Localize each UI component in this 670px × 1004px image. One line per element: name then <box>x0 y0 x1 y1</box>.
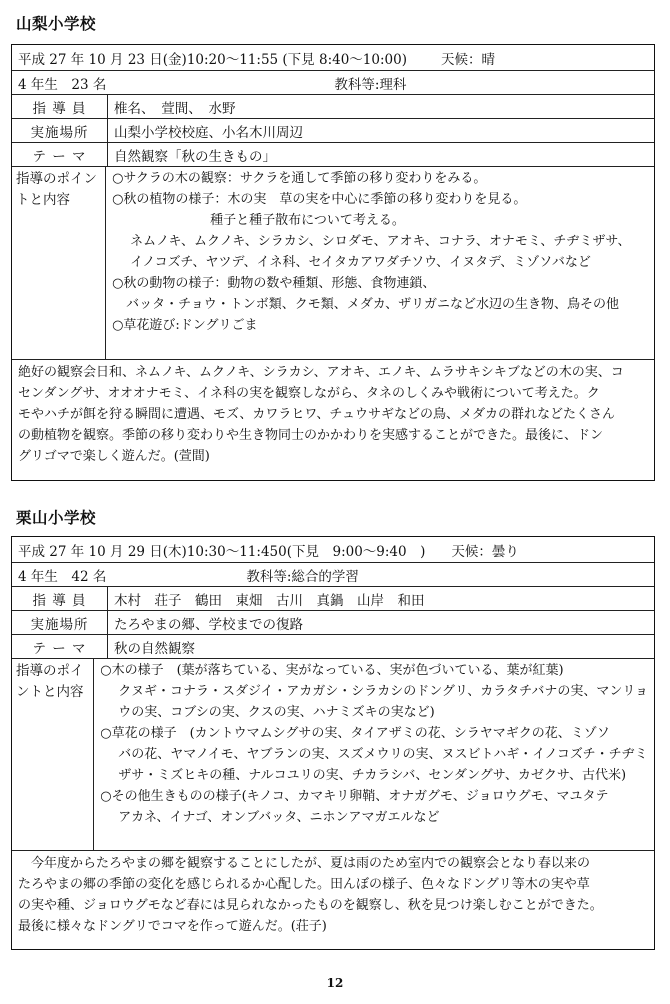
grade-row <box>12 71 654 95</box>
summary-line: グリゴマで楽しく遊んだ。(萱間) <box>18 449 210 464</box>
point-line: ウの実、コブシの実、クスの実、ハナミズキの実など) <box>118 705 435 720</box>
school-title: 栗山小学校 <box>16 509 97 527</box>
point-line: アカネ、イナゴ、オンブバッタ、ニホンアマガエルなど <box>118 810 440 825</box>
point-line: ○木の様子 (葉が落ちている、実がなっている、実が色づいている、葉が紅葉) <box>100 663 564 678</box>
summary-row <box>12 360 654 480</box>
row-label: 実施場所 <box>12 611 108 634</box>
summary-line: の動植物を観察。季節の移り変わりや生き物同士のかかわりを実感することができた。最後に、ドン <box>18 428 604 443</box>
summary-line: の実や種、ジョロウグモなど春には見られなかったものを観察し、秋を見つけ楽しむことができた。 <box>18 898 603 913</box>
theme: 秋の自然観察 <box>114 640 195 657</box>
point-line: バの花、ヤマノイモ、ヤブランの実、スズメウリの実、ヌスビトハギ・イノコズチ・チヂミ <box>118 747 648 762</box>
summary <box>12 851 654 949</box>
subject: 教科等:理科 <box>334 76 407 93</box>
instructor-row <box>12 587 654 611</box>
date-weather-cell <box>12 45 654 70</box>
date-row <box>12 45 654 71</box>
report-table <box>11 44 655 481</box>
summary-line: モやハチが餌を狩る瞬間に遭遇、モズ、カワラヒワ、チュウサギなどの鳥、メダカの群れなどたくさん <box>18 407 615 422</box>
location-row <box>12 611 654 635</box>
grade-subject-cell <box>12 563 654 586</box>
row-label: テ ー マ <box>12 143 108 166</box>
summary-line: 絶好の観察会日和、ネムノキ、ムクノキ、シラカシ、アオキ、エノキ、ムラサキシキブなどの木の実、コ <box>18 365 624 380</box>
point-line: ○秋の動物の様子：動物の数や種類、形態、食物連鎖、 <box>112 276 436 291</box>
instructors: 木村 荘子 鶴田 東畑 古川 真鍋 山岸 和田 <box>114 592 425 609</box>
grade-row <box>12 563 654 587</box>
summary-line: たろやまの郷の季節の変化を感じられるか心配した。田んぼの様子、色々なドングリ等木の実や草 <box>18 877 590 892</box>
date-line: 平成 27 年 10 月 29 日(木)10:30～11:450(下見 9:00～9:40 ) <box>18 543 426 560</box>
theme: 自然観察「秋の生きもの」 <box>114 148 276 165</box>
date-weather-cell <box>12 537 654 562</box>
summary-line: センダングサ、オオオナモミ、イネ科の実を観察しながら、タネのしくみや戦術について考えた。ク <box>18 386 600 401</box>
point-line: 種子と種子散布について考える。 <box>210 213 405 228</box>
row-label: 指導のポイントと内容 <box>12 167 106 359</box>
row-label: 指 導 員 <box>12 587 108 610</box>
point-line: ネムノキ、ムクノキ、シラカシ、シロダモ、アオキ、コナラ、オナモミ、チヂミザサ、 <box>130 234 631 249</box>
report-table <box>11 536 655 950</box>
summary-row <box>12 851 654 949</box>
date-line: 平成 27 年 10 月 23 日(金)10:20～11:55 (下見 8:40～10:00) <box>18 51 407 68</box>
row-label: テ ー マ <box>12 635 108 658</box>
row-label: 実施場所 <box>12 119 108 142</box>
row-label: 指 導 員 <box>12 95 108 118</box>
point-line: ○その他生きものの様子(キノコ、カマキリ卵鞘、オナガグモ、ジョロウグモ、マユタテ <box>100 789 609 804</box>
location-row <box>12 119 654 143</box>
instructor-row <box>12 95 654 119</box>
summary-line: 最後に様々なドングリでコマを作って遊んだ。(荘子) <box>18 919 327 934</box>
location: たろやまの郷、学校までの復路 <box>114 616 303 633</box>
point-line: ○秋の植物の様子：木の実 草の実を中心に季節の移り変わりを見る。 <box>112 192 527 207</box>
theme-row <box>12 143 654 167</box>
point-line: ザサ・ミズヒキの種、ナルコユリの実、チカラシバ、センダングサ、カゼクサ、古代米) <box>118 768 627 783</box>
page-number: 12 <box>326 976 344 990</box>
summary-line: 今年度からたろやまの郷を観察することにしたが、夏は雨のため室内での観察会となり春以来の <box>18 856 591 871</box>
point-line: バッタ・チョウ・トンボ類、クモ類、メダカ、ザリガニなど水辺の生き物、鳥その他 <box>126 297 620 312</box>
summary <box>12 360 654 480</box>
point-line: イノコズチ、ヤツデ、イネ科、セイタカアワダチソウ、イヌタデ、ミゾソバなど <box>130 255 591 270</box>
theme-row <box>12 635 654 659</box>
school-title: 山梨小学校 <box>16 15 97 33</box>
row-label: 指導のポイントと内容 <box>12 659 94 850</box>
points-content <box>94 659 654 850</box>
subject: 教科等:総合的学習 <box>246 568 359 585</box>
points-content <box>106 167 654 359</box>
grade: 4 年生 23 名 <box>18 76 107 93</box>
weather: 天候：晴 <box>440 51 495 68</box>
grade-subject-cell <box>12 71 654 94</box>
point-line: ○草花の様子 (カントウマムシグサの実、タイアザミの花、シラヤマギクの花、ミゾソ <box>100 726 610 741</box>
date-row <box>12 537 654 563</box>
weather: 天候：曇り <box>451 543 519 560</box>
points-row <box>12 659 654 851</box>
points-row <box>12 167 654 360</box>
point-line: ○草花遊び:ドングリごま <box>112 318 258 333</box>
location: 山梨小学校校庭、小名木川周辺 <box>114 124 303 141</box>
grade: 4 年生 42 名 <box>18 568 107 585</box>
point-line: クヌギ・コナラ・スダジイ・アカガシ・シラカシのドングリ、カラタチバナの実、マンリョ <box>118 684 648 699</box>
point-line: ○サクラの木の観察：サクラを通して季節の移り変わりをみる。 <box>112 171 487 186</box>
instructors: 椎名、 萱間、 水野 <box>114 100 236 117</box>
